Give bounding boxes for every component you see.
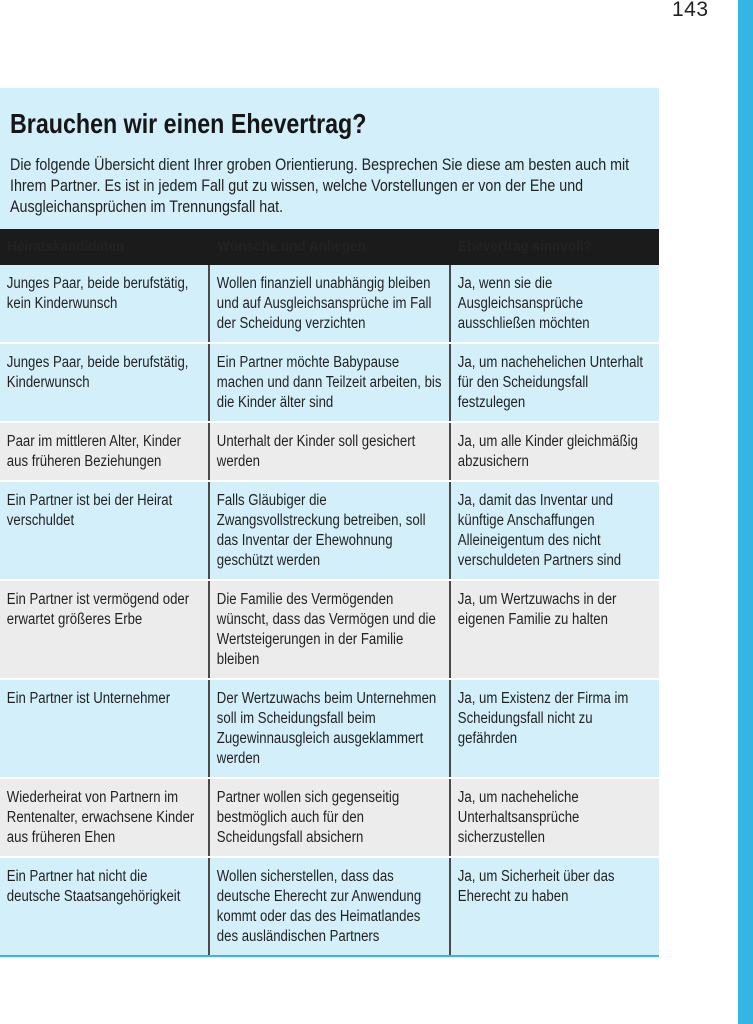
cell-kandidaten: Ein Partner ist Unternehmer (0, 679, 209, 778)
table-row (0, 481, 659, 580)
table-row (0, 265, 659, 343)
cell-sinnvoll: Ja, um Sicherheit über das Eherecht zu haben (450, 857, 659, 956)
cell-kandidaten: Junges Paar, beide berufstätig, Kinderwunsch (0, 343, 209, 422)
table-row (0, 857, 659, 956)
cell-wuensche: Wollen finanziell unabhängig bleiben und auf Ausgleichsansprüche im Fall der Scheidung verzichten (209, 265, 450, 343)
info-box (0, 88, 659, 957)
cell-sinnvoll: Ja, um Wertzuwachs in der eigenen Familie zu halten (450, 580, 659, 679)
box-header (0, 88, 659, 229)
box-title: Brauchen wir einen Ehevertrag? (10, 108, 367, 139)
cell-kandidaten: Ein Partner ist bei der Heirat verschuldet (0, 481, 209, 580)
comparison-table (0, 229, 659, 957)
cell-sinnvoll: Ja, um nacheheliche Unterhaltsansprüche sicherzustellen (450, 778, 659, 857)
cell-sinnvoll: Ja, um alle Kinder gleichmäßig abzusichern (450, 422, 659, 481)
cell-sinnvoll: Ja, um nachehelichen Unterhalt für den Scheidungsfall festzulegen (450, 343, 659, 422)
table-row (0, 679, 659, 778)
cell-wuensche: Falls Gläubiger die Zwangsvollstreckung betreiben, soll das Inventar der Ehewohnung geschützt werden (209, 481, 450, 580)
cell-wuensche: Ein Partner möchte Babypause machen und dann Teilzeit arbeiten, bis die Kinder älter sind (209, 343, 450, 422)
table-header-row (0, 229, 659, 265)
cell-sinnvoll: Ja, damit das Inventar und künftige Anschaffungen Alleineigentum des nicht verschuldeten Partners sind (450, 481, 659, 580)
cell-kandidaten: Junges Paar, beide berufstätig, kein Kinderwunsch (0, 265, 209, 343)
header-ehevertrag: Ehevertrag sinnvoll? (450, 229, 659, 265)
header-heiratskandidaten: Heiratskandidaten (0, 229, 209, 265)
intro-text: Die folgende Übersicht dient Ihrer groben Orientierung. Besprechen Sie diese am besten auch mit Ihrem Partner. Es ist in jedem Fall gut zu wissen, welche Vorstellungen er von der Ehe und Ausgleichansprüchen im Trennungsfall hat. (10, 155, 630, 216)
cell-sinnvoll: Ja, um Existenz der Firma im Scheidungsfall nicht zu gefährden (450, 679, 659, 778)
side-accent-bar (738, 0, 753, 1024)
cell-wuensche: Die Familie des Vermögenden wünscht, dass das Vermögen und die Wertsteigerungen in der Familie bleiben (209, 580, 450, 679)
cell-kandidaten: Paar im mittleren Alter, Kinder aus früheren Beziehungen (0, 422, 209, 481)
cell-kandidaten: Ein Partner ist vermögend oder erwartet größeres Erbe (0, 580, 209, 679)
header-wuensche: Wünsche und Anliegen (209, 229, 450, 265)
cell-kandidaten: Ein Partner hat nicht die deutsche Staatsangehörigkeit (0, 857, 209, 956)
cell-wuensche: Wollen sicherstellen, dass das deutsche Eherecht zur Anwendung kommt oder das des Heimatlandes des ausländischen Partners (209, 857, 450, 956)
cell-sinnvoll: Ja, wenn sie die Ausgleichsansprüche ausschließen möchten (450, 265, 659, 343)
table-row (0, 580, 659, 679)
table-row (0, 778, 659, 857)
cell-wuensche: Der Wertzuwachs beim Unternehmen soll im Scheidungsfall beim Zugewinnausgleich ausgeklammert werden (209, 679, 450, 778)
table-row (0, 422, 659, 481)
cell-kandidaten: Wiederheirat von Partnern im Rentenalter, erwachsene Kinder aus früheren Ehen (0, 778, 209, 857)
page-number: 143 (672, 0, 709, 21)
table-row (0, 343, 659, 422)
cell-wuensche: Unterhalt der Kinder soll gesichert werden (209, 422, 450, 481)
cell-wuensche: Partner wollen sich gegenseitig bestmöglich auch für den Scheidungsfall absichern (209, 778, 450, 857)
